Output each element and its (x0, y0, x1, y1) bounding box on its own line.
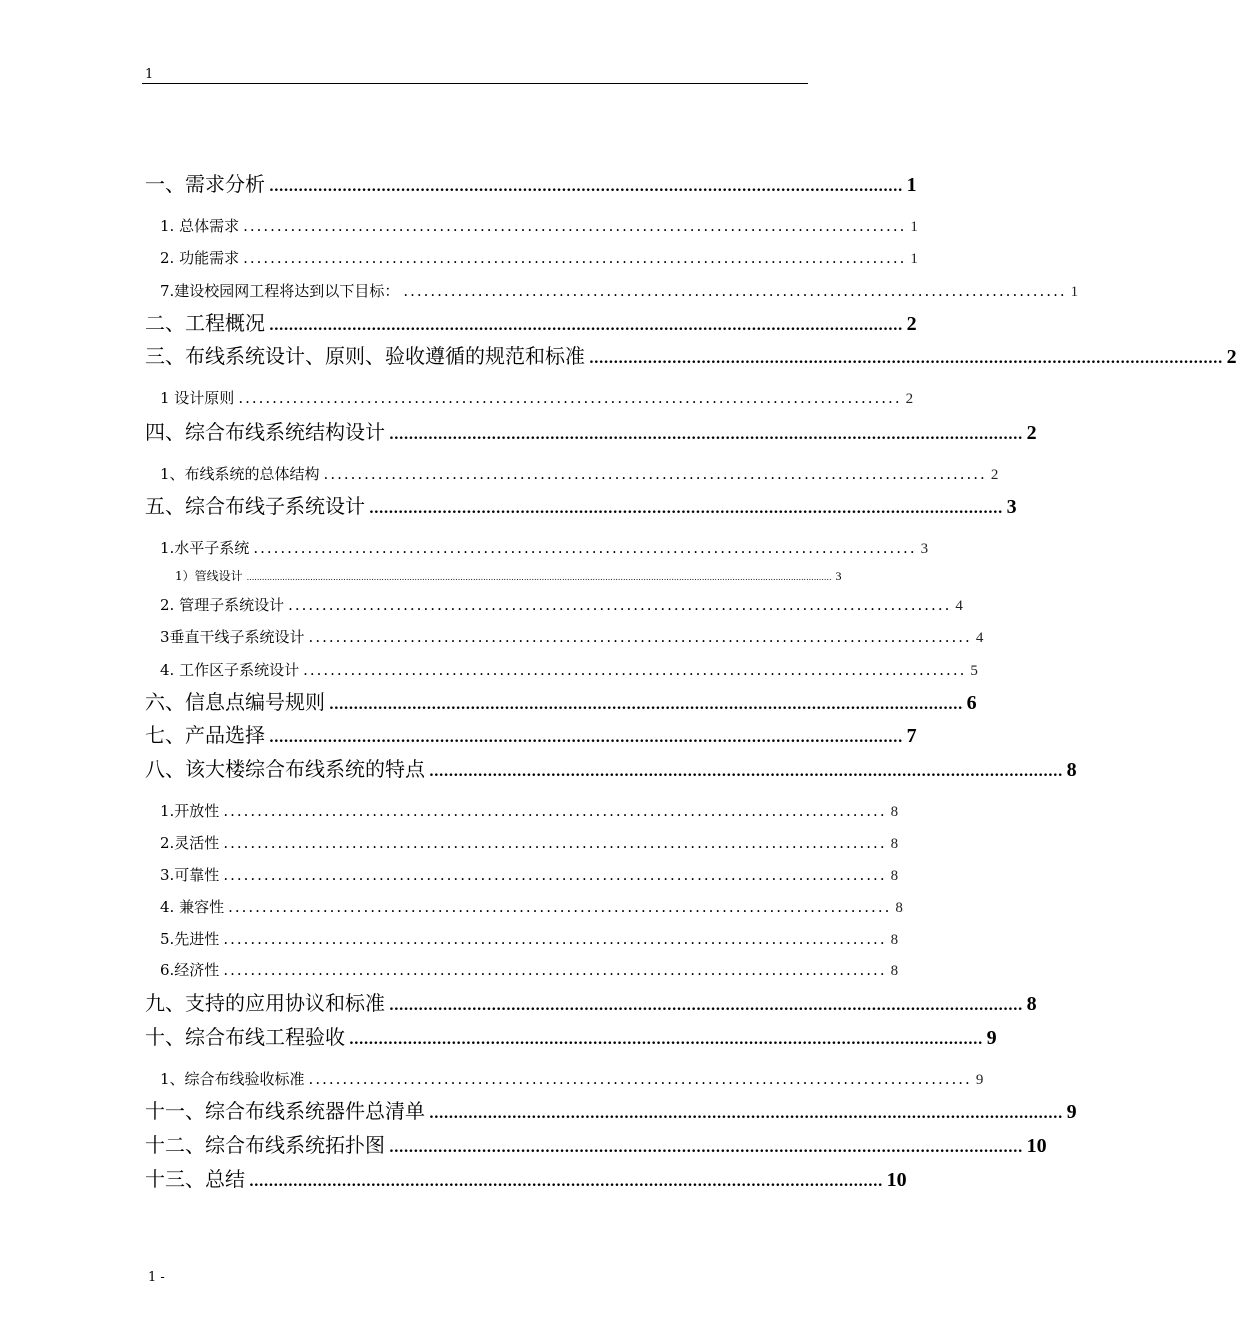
toc-entry[interactable] (145, 1021, 997, 1049)
toc-leader: .................................................................................................................................. (389, 998, 1023, 1014)
toc-leader: .................................................................................................. (223, 930, 887, 948)
toc-entry-page: 2 (1026, 422, 1037, 444)
toc-entry[interactable] (160, 1068, 984, 1090)
toc-entry-page: 2 (1226, 346, 1237, 368)
toc-entry[interactable] (145, 1163, 907, 1191)
toc-entry-page: 3 (920, 541, 929, 557)
toc-entry-page: 3 (1006, 496, 1017, 518)
toc-leader: .................................................................................................. (223, 802, 887, 820)
toc-entry-title: 1、综合布线验收标准 (160, 1070, 305, 1088)
toc-entry-page: 1 (910, 219, 918, 235)
toc-entry-page: 2 (990, 467, 999, 483)
toc-entry-page: 4 (955, 598, 963, 614)
toc-entry-page: 8 (1026, 993, 1037, 1015)
toc-entry-title: 三、布线系统设计、原则、验收遵循的规范和标准 (145, 344, 585, 368)
toc-entry[interactable] (145, 168, 917, 196)
toc-entry[interactable] (160, 537, 929, 559)
toc-entry[interactable] (145, 490, 1017, 518)
toc-leader: .................................................................................................. (288, 596, 952, 614)
toc-entry[interactable] (160, 463, 999, 485)
toc-entry-title: 1.开放性 (160, 802, 220, 820)
toc-entry[interactable] (145, 416, 1037, 444)
toc-entry-page: 8 (890, 804, 899, 820)
toc-entry-page: 9 (986, 1027, 997, 1049)
toc-entry-page: 1 (906, 174, 917, 196)
toc-entry-page: 9 (1066, 1101, 1077, 1123)
header-mark: 1 (145, 67, 154, 82)
toc-entry-title: 十、综合布线工程验收 (145, 1025, 345, 1049)
toc-entry-title: 九、支持的应用协议和标准 (145, 991, 385, 1015)
toc-entry[interactable] (160, 594, 963, 616)
toc-entry-page: 5 (970, 663, 978, 679)
toc-entry-title: 二、工程概况 (145, 311, 265, 335)
toc-entry[interactable] (145, 340, 1237, 368)
toc-entry-page: 9 (975, 1072, 984, 1088)
toc-entry[interactable] (160, 280, 1079, 302)
toc-leader: .................................................................................................. (308, 628, 972, 646)
toc-entry-page: 8 (895, 900, 903, 916)
toc-entry[interactable] (175, 567, 842, 583)
toc-leader: .................................................................................................. (243, 217, 907, 235)
toc-leader: .................................................................................................. (323, 465, 987, 483)
toc-leader: .................................................................................................................................. (269, 179, 903, 195)
toc-entry-title: 1 设计原则 (160, 389, 235, 407)
toc-entry[interactable] (160, 247, 918, 269)
toc-entry[interactable] (160, 215, 918, 237)
toc-entry[interactable] (160, 626, 984, 648)
toc-entry[interactable] (160, 928, 899, 950)
toc-entry-title: 2.灵活性 (160, 834, 220, 852)
toc-leader: .................................................................................................................................. (429, 764, 1063, 780)
toc-entry[interactable] (145, 1095, 1077, 1123)
toc-entry[interactable] (160, 800, 899, 822)
toc-entry-title: 7.建设校园网工程将达到以下目标： (160, 282, 400, 300)
toc-entry-page: 7 (906, 725, 917, 747)
toc-entry-title: 1、布线系统的总体结构 (160, 465, 320, 483)
toc-entry-page: 6 (966, 692, 977, 714)
toc-entry[interactable] (145, 686, 977, 714)
toc-leader: .................................................................................................................................. (269, 730, 903, 746)
toc-entry-title: 四、综合布线系统结构设计 (145, 420, 385, 444)
toc-entry-title: 3垂直干线子系统设计 (160, 628, 305, 646)
toc-entry-title: 2. 管理子系统设计 (160, 596, 285, 614)
toc-leader: .................................................................................................. (223, 961, 887, 979)
toc-leader: .................................................................................................. (238, 389, 902, 407)
toc-entry-page: 2 (905, 391, 914, 407)
toc-entry[interactable] (145, 307, 917, 335)
toc-entry-title: 七、产品选择 (145, 723, 265, 747)
toc-leader: .................................................................................................. (308, 1070, 972, 1088)
toc-entry[interactable] (160, 387, 914, 409)
toc-entry-title: 4. 兼容性 (160, 898, 225, 916)
toc-entry-page: 10 (886, 1169, 907, 1191)
footer-page-number: 1 - (148, 1270, 165, 1285)
toc-entry-title: 2. 功能需求 (160, 249, 240, 267)
toc-entry-page: 10 (1026, 1135, 1047, 1157)
toc-entry-page: 1 (1070, 284, 1079, 300)
toc-entry-title: 1. 总体需求 (160, 217, 240, 235)
toc-entry[interactable] (160, 896, 903, 918)
toc-entry-title: 六、信息点编号规则 (145, 690, 325, 714)
toc-leader: ...................................................................................................................................................................................................................................... (246, 573, 832, 582)
toc-entry-title: 十三、总结 (145, 1167, 245, 1191)
toc-entry-title: 一、需求分析 (145, 172, 265, 196)
toc-entry[interactable] (160, 659, 978, 681)
toc-entry[interactable] (145, 719, 917, 747)
toc-entry[interactable] (160, 832, 899, 854)
toc-leader: .................................................................................................................................. (389, 427, 1023, 443)
toc-leader: .................................................................................................. (253, 539, 917, 557)
toc-leader: .................................................................................................................................. (269, 318, 903, 334)
toc-entry-title: 八、该大楼综合布线系统的特点 (145, 757, 425, 781)
toc-entry[interactable] (145, 753, 1077, 781)
toc-leader: .................................................................................................................................. (389, 1140, 1023, 1156)
toc-entry-page: 8 (890, 868, 899, 884)
toc-entry-page: 4 (975, 630, 984, 646)
toc-leader: .................................................................................................................................. (589, 351, 1223, 367)
toc-leader: .................................................................................................. (223, 866, 887, 884)
toc-leader: .................................................................................................................................. (369, 501, 1003, 517)
toc-entry-page: 1 (910, 251, 918, 267)
toc-leader: .................................................................................................. (243, 249, 907, 267)
toc-entry[interactable] (145, 1129, 1047, 1157)
toc-entry[interactable] (160, 959, 899, 981)
toc-entry[interactable] (145, 987, 1037, 1015)
toc-leader: .................................................................................................. (303, 661, 967, 679)
toc-entry-page: 8 (890, 963, 899, 979)
toc-entry-title: 十二、综合布线系统拓扑图 (145, 1133, 385, 1157)
toc-entry-title: 6.经济性 (160, 961, 220, 979)
toc-entry-page: 2 (906, 313, 917, 335)
toc-leader: .................................................................................................................................. (429, 1106, 1063, 1122)
toc-leader: .................................................................................................................................. (249, 1174, 883, 1190)
toc-entry-title: 5.先进性 (160, 930, 220, 948)
toc-entry-title: 3.可靠性 (160, 866, 220, 884)
toc-entry-title: 五、综合布线子系统设计 (145, 494, 365, 518)
toc-leader: .................................................................................................. (403, 282, 1067, 300)
toc-entry-page: 8 (890, 836, 899, 852)
toc-entry-page: 3 (835, 569, 842, 583)
toc-entry-page: 8 (1066, 759, 1077, 781)
toc-entry-title: 1.水平子系统 (160, 539, 250, 557)
toc-leader: .................................................................................................................................. (329, 697, 963, 713)
toc-entry-title: 1）管线设计 (175, 569, 243, 583)
toc-entry-title: 4. 工作区子系统设计 (160, 661, 300, 679)
toc-entry-title: 十一、综合布线系统器件总清单 (145, 1099, 425, 1123)
toc-leader: .................................................................................................. (223, 834, 887, 852)
toc-leader: .................................................................................................. (228, 898, 892, 916)
toc-entry-page: 8 (890, 932, 899, 948)
toc-leader: .................................................................................................................................. (349, 1032, 983, 1048)
toc-entry[interactable] (160, 864, 899, 886)
